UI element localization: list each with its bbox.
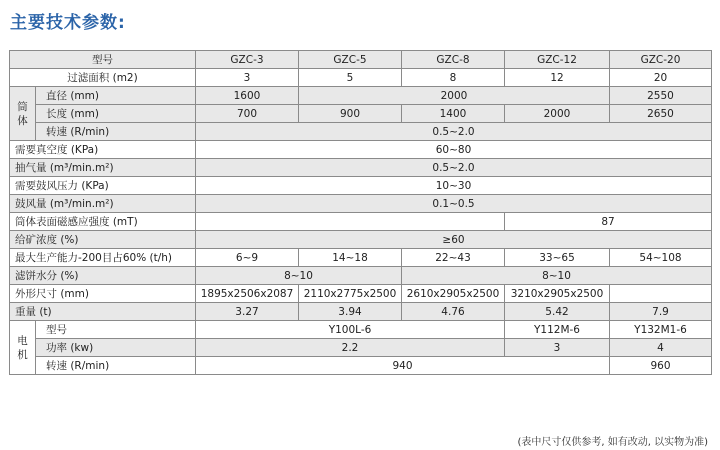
- drum-length-row: [10, 105, 712, 123]
- drum-diameter-label: 直径 (mm): [36, 87, 196, 105]
- table-cell: 8: [402, 69, 505, 87]
- drum-speed-label: 转速 (R/min): [36, 123, 196, 141]
- capacity-row: [10, 249, 712, 267]
- table-cell: 0.5~2.0: [196, 159, 712, 177]
- motor-group-char: 电: [17, 334, 28, 347]
- table-cell: Y132M1-6: [610, 321, 712, 339]
- table-cell: 6~9: [196, 249, 299, 267]
- table-cell: 700: [196, 105, 299, 123]
- table-cell: 2.2: [196, 339, 505, 357]
- table-cell: 2000: [299, 87, 610, 105]
- page-title: 主要技术参数:: [10, 13, 126, 33]
- table-cell: 3: [505, 339, 610, 357]
- vacuum-label: 需要真空度 (KPa): [10, 141, 196, 159]
- model-header-cell: GZC-8: [402, 51, 505, 69]
- cake-moisture-row: [10, 267, 712, 285]
- blower-volume-row: [10, 195, 712, 213]
- header-row: [10, 51, 712, 69]
- motor-speed-row: [10, 357, 712, 375]
- table-cell: 2550: [610, 87, 712, 105]
- motor-speed-label: 转速 (R/min): [36, 357, 196, 375]
- table-cell: [196, 213, 505, 231]
- blower-pressure-row: [10, 177, 712, 195]
- table-cell: 2610x2905x2500: [402, 285, 505, 303]
- blower-volume-label: 鼓风量 (m³/min.m²): [10, 195, 196, 213]
- table-cell: 3210x2905x2500: [505, 285, 610, 303]
- filter-area-row: [10, 69, 712, 87]
- table-cell: 4.76: [402, 303, 505, 321]
- drum-group-char: 筒: [17, 100, 28, 113]
- drum-group-label: [10, 87, 36, 141]
- table-cell: 5: [299, 69, 402, 87]
- motor-model-label: 型号: [36, 321, 196, 339]
- table-cell: 8~10: [196, 267, 402, 285]
- drum-length-label: 长度 (mm): [36, 105, 196, 123]
- motor-power-label: 功率 (kw): [36, 339, 196, 357]
- table-cell: 940: [196, 357, 610, 375]
- table-cell: 8~10: [402, 267, 712, 285]
- exhaust-label: 抽气量 (m³/min.m²): [10, 159, 196, 177]
- table-cell: 2110x2775x2500: [299, 285, 402, 303]
- table-cell: 4: [610, 339, 712, 357]
- magnetic-label: 筒体表面磁感应强度 (mT): [10, 213, 196, 231]
- table-cell: 2000: [505, 105, 610, 123]
- table-cell: 54~108: [610, 249, 712, 267]
- table-cell: 2650: [610, 105, 712, 123]
- dimensions-row: [10, 285, 712, 303]
- filter-area-label: 过滤面积 (m2): [10, 69, 196, 87]
- table-cell: 60~80: [196, 141, 712, 159]
- motor-model-row: [10, 321, 712, 339]
- table-cell: Y112M-6: [505, 321, 610, 339]
- table-cell: 1600: [196, 87, 299, 105]
- table-cell: 14~18: [299, 249, 402, 267]
- table-cell: [610, 285, 712, 303]
- table-cell: 5.42: [505, 303, 610, 321]
- motor-group-label: [10, 321, 36, 375]
- table-cell: 7.9: [610, 303, 712, 321]
- drum-speed-row: [10, 123, 712, 141]
- table-cell: 3.27: [196, 303, 299, 321]
- table-cell: 1895x2506x2087: [196, 285, 299, 303]
- motor-power-row: [10, 339, 712, 357]
- table-cell: 1400: [402, 105, 505, 123]
- model-header-cell: GZC-3: [196, 51, 299, 69]
- table-cell: Y100L-6: [196, 321, 505, 339]
- table-cell: 87: [505, 213, 712, 231]
- model-header-cell: GZC-20: [610, 51, 712, 69]
- feed-density-label: 给矿浓度 (%): [10, 231, 196, 249]
- cake-moisture-label: 滤饼水分 (%): [10, 267, 196, 285]
- blower-pressure-label: 需要鼓风压力 (KPa): [10, 177, 196, 195]
- dimensions-label: 外形尺寸 (mm): [10, 285, 196, 303]
- drum-group-char: 体: [17, 114, 28, 127]
- feed-density-row: [10, 231, 712, 249]
- spec-table: [9, 50, 712, 375]
- magnetic-row: [10, 213, 712, 231]
- drum-diameter-row: [10, 87, 712, 105]
- model-header-cell: GZC-12: [505, 51, 610, 69]
- motor-group-char: 机: [17, 348, 28, 361]
- table-cell: 3.94: [299, 303, 402, 321]
- table-cell: 10~30: [196, 177, 712, 195]
- model-header-label: 型号: [10, 51, 196, 69]
- table-cell: 960: [610, 357, 712, 375]
- vacuum-row: [10, 141, 712, 159]
- table-cell: 0.1~0.5: [196, 195, 712, 213]
- table-cell: 12: [505, 69, 610, 87]
- table-cell: 20: [610, 69, 712, 87]
- model-header-cell: GZC-5: [299, 51, 402, 69]
- capacity-label: 最大生产能力-200目占60% (t/h): [10, 249, 196, 267]
- exhaust-row: [10, 159, 712, 177]
- table-cell: 33~65: [505, 249, 610, 267]
- table-cell: 22~43: [402, 249, 505, 267]
- table-cell: 900: [299, 105, 402, 123]
- footnote: (表中尺寸仅供参考, 如有改动, 以实物为准): [517, 437, 708, 448]
- weight-row: [10, 303, 712, 321]
- table-cell: 3: [196, 69, 299, 87]
- table-cell: ≥60: [196, 231, 712, 249]
- weight-label: 重量 (t): [10, 303, 196, 321]
- table-cell: 0.5~2.0: [196, 123, 712, 141]
